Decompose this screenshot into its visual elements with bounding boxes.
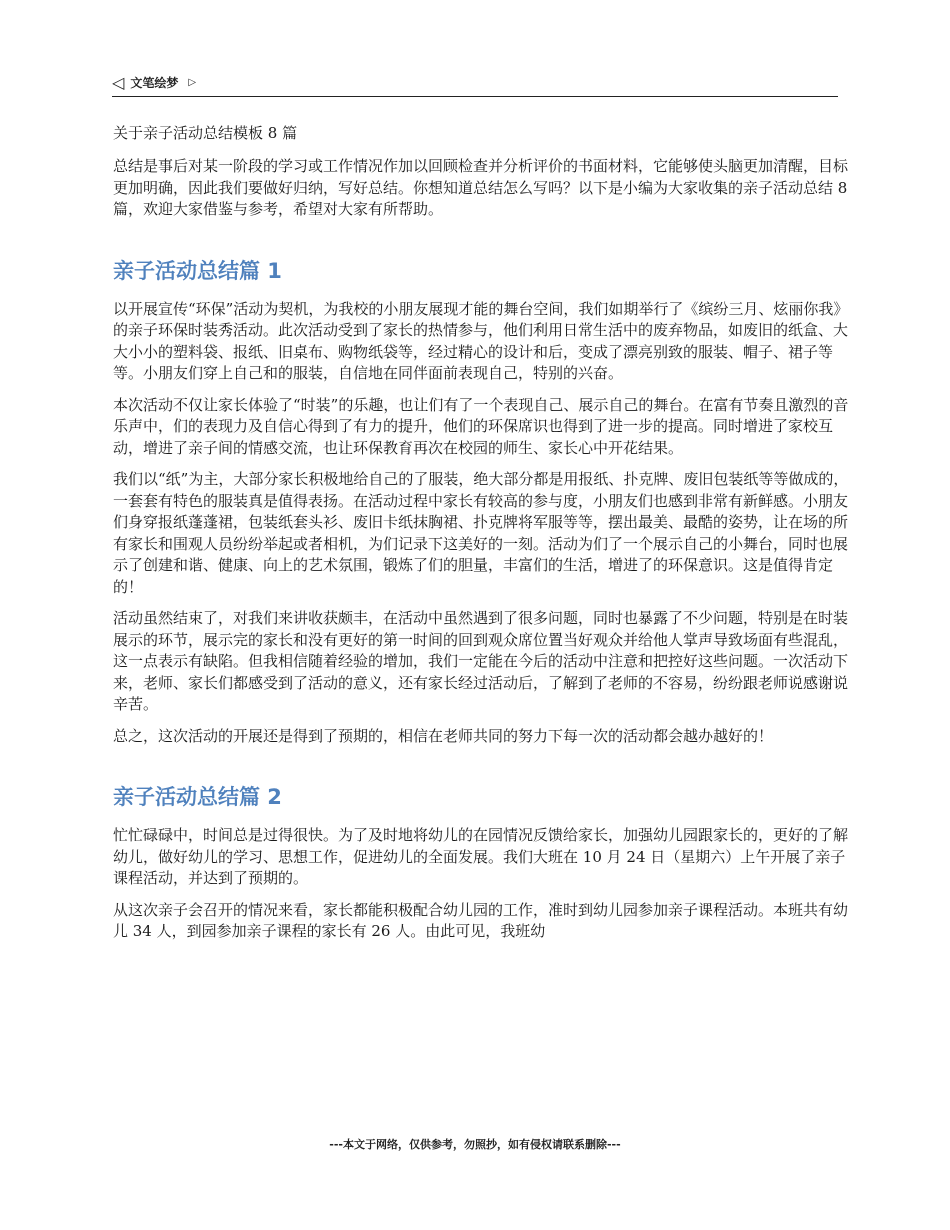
- page-footer-disclaimer: ---本文于网络，仅供参考，勿照抄，如有侵权请联系删除---: [329, 1138, 621, 1151]
- brand: [112, 74, 196, 91]
- triangle-left-icon: ◁: [112, 72, 125, 92]
- section-2: [113, 783, 853, 943]
- section-1: [113, 257, 853, 748]
- paragraph: 从这次亲子会召开的情况来看，家长都能积极配合幼儿园的工作，准时到幼儿园参加亲子课程活动。本班共有幼儿 34 人，到园参加亲子课程的家长有 26 人。由此可见，我班幼: [113, 900, 849, 940]
- paragraph: 总之，这次活动的开展还是得到了预期的，相信在老师共同的努力下每一次的活动都会越办越好的！: [113, 726, 774, 745]
- section-heading: 亲子活动总结篇 1: [113, 258, 282, 283]
- brand-name: 文笔绘梦: [130, 76, 179, 90]
- paragraph: 活动虽然结束了，对我们来讲收获颇丰，在活动中虽然遇到了很多问题，同时也暴露了不少问题，特别是在时装展示的环节，展示完的家长和没有更好的第一时间的回到观众席位置当好观众并给他人掌声导致场面有些混乱，这一点表示有缺陷。但我相信随着经验的增加，我们一定能在今后的活动中注意和把控好这些问题。一次活动下来，老师、家长们都感受到了活动的意义，还有家长经过活动后，了解到了老师的不容易，纷纷跟老师说感谢说辛苦。: [113, 609, 849, 713]
- document-body: [113, 122, 853, 953]
- page-header: [112, 72, 838, 97]
- document-title: 关于亲子活动总结模板 8 篇: [113, 124, 298, 142]
- triangle-right-icon: ▷: [188, 76, 197, 88]
- intro-paragraph: 总结是事后对某一阶段的学习或工作情况作加以回顾检查并分析评价的书面材料，它能够使头脑更加清醒，目标更加明确，因此我们要做好归纳，写好总结。你想知道总结怎么写吗？以下是小编为大家收集的亲子活动总结 8 篇，欢迎大家借鉴与参考，希望对大家有所帮助。: [113, 157, 849, 218]
- paragraph: 忙忙碌碌中，时间总是过得很快。为了及时地将幼儿的在园情况反馈给家长，加强幼儿园跟家长的，更好的了解幼儿，做好幼儿的学习、思想工作，促进幼儿的全面发展。我们大班在 10 月 24 日（星期六）上午开展了亲子课程活动，并达到了预期的。: [113, 826, 849, 887]
- section-heading: 亲子活动总结篇 2: [113, 785, 282, 809]
- paragraph: 我们以“纸”为主，大部分家长积极地给自己的了服装，绝大部分都是用报纸、扑克牌、废旧包装纸等等做成的，一套套有特色的服装真是值得表扬。在活动过程中家长有较高的参与度，小朋友们也感到非常有新鲜感。小朋友们身穿报纸蓬蓬裙，包装纸套头衫、废旧卡纸抹胸裙、扑克牌将军服等等，摆出最美、最酷的姿势，让在场的所有家长和围观人员纷纷举起或者相机，为们记录下这美好的一刻。活动为们了一个展示自己的小舞台，同时也展示了创建和谐、健康、向上的艺术氛围，锻炼了们的胆量，丰富们的生活，增进了的环保意识。这是值得肯定的！: [113, 470, 849, 596]
- paragraph: 以开展宣传“环保”活动为契机，为我校的小朋友展现才能的舞台空间，我们如期举行了《缤纷三月、炫丽你我》的亲子环保时装秀活动。此次活动受到了家长的热情参与，他们利用日常生活中的废弃物品，如废旧的纸盒、大大小小的塑料袋、报纸、旧桌布、购物纸袋等，经过精心的设计和后，变成了漂亮别致的服装、帽子、裙子等等。小朋友们穿上自己和的服装，自信地在同伴面前表现自己，特别的兴奋。: [113, 299, 849, 382]
- paragraph: 本次活动不仅让家长体验了“时装”的乐趣，也让们有了一个表现自己、展示自己的舞台。在富有节奏且激烈的音乐声中，们的表现力及自信心得到了有力的提升，他们的环保席识也得到了进一步的提高。同时增进了家校互动，增进了亲子间的情感交流，也让环保教育再次在校园的师生、家长心中开花结果。: [113, 395, 849, 457]
